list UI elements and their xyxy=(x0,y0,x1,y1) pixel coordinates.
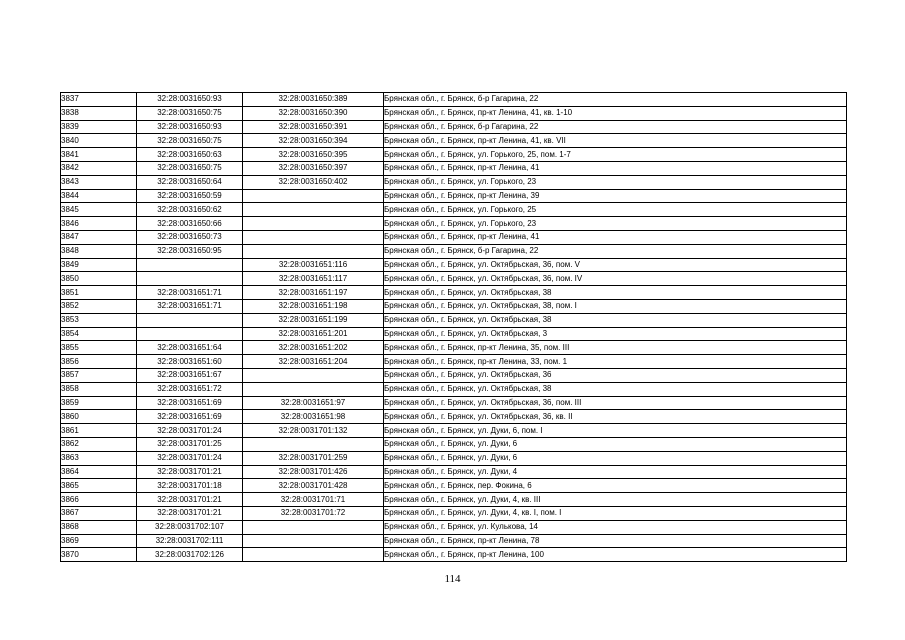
table-row xyxy=(61,272,847,286)
table-row xyxy=(61,161,847,175)
table-row xyxy=(61,534,847,548)
premises-number-cell: 32:28:0031651:117 xyxy=(243,272,384,286)
premises-number-cell: 32:28:0031701:426 xyxy=(243,465,384,479)
address-cell: Брянская обл., г. Брянск, пр-кт Ленина, 33, пом. 1 xyxy=(384,355,847,369)
cadastral-number-cell xyxy=(137,272,243,286)
premises-number-cell: 32:28:0031650:390 xyxy=(243,106,384,120)
cadastral-number-cell: 32:28:0031702:126 xyxy=(137,548,243,562)
premises-number-cell xyxy=(243,534,384,548)
row-number: 3850 xyxy=(61,272,137,286)
cadastral-number-cell xyxy=(137,258,243,272)
row-number: 3864 xyxy=(61,465,137,479)
address-cell: Брянская обл., г. Брянск, ул. Октябрьская, 38 xyxy=(384,286,847,300)
row-number: 3841 xyxy=(61,148,137,162)
address-cell: Брянская обл., г. Брянск, ул. Октябрьская, 3 xyxy=(384,327,847,341)
table-row xyxy=(61,134,847,148)
address-cell: Брянская обл., г. Брянск, б-р Гагарина, 22 xyxy=(384,93,847,107)
cadastral-number-cell: 32:28:0031650:93 xyxy=(137,120,243,134)
cadastral-number-cell: 32:28:0031650:62 xyxy=(137,203,243,217)
row-number: 3870 xyxy=(61,548,137,562)
cadastral-number-cell: 32:28:0031650:75 xyxy=(137,134,243,148)
table-row xyxy=(61,479,847,493)
address-cell: Брянская обл., г. Брянск, пр-кт Ленина, 35, пом. III xyxy=(384,341,847,355)
cadastral-number-cell: 32:28:0031651:60 xyxy=(137,355,243,369)
address-cell: Брянская обл., г. Брянск, пер. Фокина, 6 xyxy=(384,479,847,493)
row-number: 3844 xyxy=(61,189,137,203)
address-cell: Брянская обл., г. Брянск, пр-кт Ленина, 100 xyxy=(384,548,847,562)
cadastral-number-cell: 32:28:0031702:107 xyxy=(137,520,243,534)
premises-number-cell: 32:28:0031651:98 xyxy=(243,410,384,424)
row-number: 3853 xyxy=(61,313,137,327)
table-row xyxy=(61,493,847,507)
cadastral-number-cell: 32:28:0031651:67 xyxy=(137,368,243,382)
address-cell: Брянская обл., г. Брянск, ул. Октябрьская, 38 xyxy=(384,313,847,327)
page-number: 114 xyxy=(444,573,461,585)
table-row xyxy=(61,341,847,355)
row-number: 3868 xyxy=(61,520,137,534)
address-cell: Брянская обл., г. Брянск, ул. Дуки, 4, кв. I, пом. I xyxy=(384,506,847,520)
row-number: 3843 xyxy=(61,175,137,189)
premises-number-cell: 32:28:0031651:197 xyxy=(243,286,384,300)
address-cell: Брянская обл., г. Брянск, б-р Гагарина, 22 xyxy=(384,120,847,134)
table-row xyxy=(61,368,847,382)
premises-number-cell: 32:28:0031651:116 xyxy=(243,258,384,272)
premises-number-cell xyxy=(243,217,384,231)
cadastral-number-cell: 32:28:0031650:59 xyxy=(137,189,243,203)
address-cell: Брянская обл., г. Брянск, ул. Горького, 23 xyxy=(384,175,847,189)
premises-number-cell: 32:28:0031650:389 xyxy=(243,93,384,107)
premises-number-cell: 32:28:0031651:97 xyxy=(243,396,384,410)
cadastral-number-cell: 32:28:0031651:69 xyxy=(137,396,243,410)
premises-number-cell: 32:28:0031651:199 xyxy=(243,313,384,327)
address-cell: Брянская обл., г. Брянск, ул. Октябрьская, 36, кв. II xyxy=(384,410,847,424)
table-row xyxy=(61,258,847,272)
premises-number-cell: 32:28:0031701:71 xyxy=(243,493,384,507)
address-cell: Брянская обл., г. Брянск, ул. Дуки, 6 xyxy=(384,437,847,451)
table-row xyxy=(61,465,847,479)
row-number: 3838 xyxy=(61,106,137,120)
address-cell: Брянская обл., г. Брянск, пр-кт Ленина, 41 xyxy=(384,161,847,175)
address-cell: Брянская обл., г. Брянск, ул. Кулькова, 14 xyxy=(384,520,847,534)
cadastral-number-cell: 32:28:0031702:111 xyxy=(137,534,243,548)
premises-number-cell: 32:28:0031650:394 xyxy=(243,134,384,148)
row-number: 3867 xyxy=(61,506,137,520)
table-row xyxy=(61,286,847,300)
table-row xyxy=(61,424,847,438)
table-row xyxy=(61,203,847,217)
cadastral-number-cell: 32:28:0031650:63 xyxy=(137,148,243,162)
premises-number-cell: 32:28:0031701:428 xyxy=(243,479,384,493)
premises-number-cell xyxy=(243,368,384,382)
premises-number-cell: 32:28:0031650:395 xyxy=(243,148,384,162)
address-cell: Брянская обл., г. Брянск, пр-кт Ленина, 41, кв. 1-10 xyxy=(384,106,847,120)
row-number: 3863 xyxy=(61,451,137,465)
table-row xyxy=(61,313,847,327)
cadastral-number-cell: 32:28:0031701:25 xyxy=(137,437,243,451)
address-cell: Брянская обл., г. Брянск, пр-кт Ленина, 41 xyxy=(384,230,847,244)
address-cell: Брянская обл., г. Брянск, б-р Гагарина, 22 xyxy=(384,244,847,258)
cadastral-number-cell: 32:28:0031651:64 xyxy=(137,341,243,355)
cadastral-table xyxy=(60,92,847,562)
row-number: 3857 xyxy=(61,368,137,382)
cadastral-number-cell xyxy=(137,327,243,341)
address-cell: Брянская обл., г. Брянск, ул. Дуки, 4, кв. III xyxy=(384,493,847,507)
row-number: 3860 xyxy=(61,410,137,424)
table-row xyxy=(61,396,847,410)
address-cell: Брянская обл., г. Брянск, ул. Дуки, 4 xyxy=(384,465,847,479)
row-number: 3848 xyxy=(61,244,137,258)
row-number: 3852 xyxy=(61,299,137,313)
table-row xyxy=(61,299,847,313)
cadastral-number-cell: 32:28:0031650:66 xyxy=(137,217,243,231)
premises-number-cell xyxy=(243,548,384,562)
table-row xyxy=(61,548,847,562)
premises-number-cell xyxy=(243,382,384,396)
address-cell: Брянская обл., г. Брянск, ул. Горького, 25, пом. 1-7 xyxy=(384,148,847,162)
premises-number-cell: 32:28:0031650:402 xyxy=(243,175,384,189)
table-row xyxy=(61,382,847,396)
premises-number-cell xyxy=(243,230,384,244)
cadastral-number-cell: 32:28:0031701:21 xyxy=(137,465,243,479)
premises-number-cell: 32:28:0031701:132 xyxy=(243,424,384,438)
cadastral-number-cell: 32:28:0031651:71 xyxy=(137,299,243,313)
table-row xyxy=(61,189,847,203)
cadastral-number-cell: 32:28:0031651:71 xyxy=(137,286,243,300)
row-number: 3862 xyxy=(61,437,137,451)
address-cell: Брянская обл., г. Брянск, пр-кт Ленина, 39 xyxy=(384,189,847,203)
premises-number-cell: 32:28:0031701:259 xyxy=(243,451,384,465)
table-row xyxy=(61,355,847,369)
premises-number-cell xyxy=(243,203,384,217)
address-cell: Брянская обл., г. Брянск, ул. Октябрьская, 36 xyxy=(384,368,847,382)
row-number: 3840 xyxy=(61,134,137,148)
row-number: 3869 xyxy=(61,534,137,548)
table-body xyxy=(61,93,847,562)
table-row xyxy=(61,230,847,244)
cadastral-number-cell: 32:28:0031701:24 xyxy=(137,424,243,438)
premises-number-cell xyxy=(243,244,384,258)
table-row xyxy=(61,244,847,258)
row-number: 3851 xyxy=(61,286,137,300)
address-cell: Брянская обл., г. Брянск, ул. Октябрьская, 36, пом. V xyxy=(384,258,847,272)
table-row xyxy=(61,148,847,162)
address-cell: Брянская обл., г. Брянск, ул. Дуки, 6 xyxy=(384,451,847,465)
cadastral-number-cell: 32:28:0031650:95 xyxy=(137,244,243,258)
row-number: 3856 xyxy=(61,355,137,369)
row-number: 3847 xyxy=(61,230,137,244)
cadastral-number-cell: 32:28:0031650:64 xyxy=(137,175,243,189)
row-number: 3839 xyxy=(61,120,137,134)
premises-number-cell: 32:28:0031651:204 xyxy=(243,355,384,369)
cadastral-number-cell: 32:28:0031650:73 xyxy=(137,230,243,244)
address-cell: Брянская обл., г. Брянск, ул. Октябрьская, 38 xyxy=(384,382,847,396)
cadastral-number-cell xyxy=(137,313,243,327)
premises-number-cell: 32:28:0031651:201 xyxy=(243,327,384,341)
address-cell: Брянская обл., г. Брянск, пр-кт Ленина, 78 xyxy=(384,534,847,548)
address-cell: Брянская обл., г. Брянск, ул. Горького, 25 xyxy=(384,203,847,217)
table-row xyxy=(61,175,847,189)
address-cell: Брянская обл., г. Брянск, ул. Октябрьская, 36, пом. IV xyxy=(384,272,847,286)
row-number: 3845 xyxy=(61,203,137,217)
premises-number-cell: 32:28:0031651:202 xyxy=(243,341,384,355)
row-number: 3855 xyxy=(61,341,137,355)
row-number: 3849 xyxy=(61,258,137,272)
table-row xyxy=(61,217,847,231)
row-number: 3842 xyxy=(61,161,137,175)
premises-number-cell: 32:28:0031650:391 xyxy=(243,120,384,134)
table-row xyxy=(61,520,847,534)
cadastral-number-cell: 32:28:0031701:18 xyxy=(137,479,243,493)
cadastral-number-cell: 32:28:0031650:75 xyxy=(137,161,243,175)
row-number: 3858 xyxy=(61,382,137,396)
cadastral-number-cell: 32:28:0031650:75 xyxy=(137,106,243,120)
premises-number-cell xyxy=(243,520,384,534)
table-row xyxy=(61,106,847,120)
cadastral-number-cell: 32:28:0031701:21 xyxy=(137,506,243,520)
row-number: 3859 xyxy=(61,396,137,410)
address-cell: Брянская обл., г. Брянск, ул. Дуки, 6, пом. I xyxy=(384,424,847,438)
row-number: 3866 xyxy=(61,493,137,507)
table-row xyxy=(61,327,847,341)
table-row xyxy=(61,437,847,451)
row-number: 3837 xyxy=(61,93,137,107)
cadastral-number-cell: 32:28:0031701:24 xyxy=(137,451,243,465)
premises-number-cell: 32:28:0031701:72 xyxy=(243,506,384,520)
premises-number-cell: 32:28:0031651:198 xyxy=(243,299,384,313)
row-number: 3854 xyxy=(61,327,137,341)
table-row xyxy=(61,451,847,465)
address-cell: Брянская обл., г. Брянск, пр-кт Ленина, 41, кв. VII xyxy=(384,134,847,148)
address-cell: Брянская обл., г. Брянск, ул. Горького, 23 xyxy=(384,217,847,231)
premises-number-cell xyxy=(243,189,384,203)
cadastral-number-cell: 32:28:0031701:21 xyxy=(137,493,243,507)
table-row xyxy=(61,410,847,424)
table-row xyxy=(61,120,847,134)
cadastral-number-cell: 32:28:0031651:69 xyxy=(137,410,243,424)
table-row xyxy=(61,93,847,107)
table-row xyxy=(61,506,847,520)
address-cell: Брянская обл., г. Брянск, ул. Октябрьская, 36, пом. III xyxy=(384,396,847,410)
row-number: 3861 xyxy=(61,424,137,438)
premises-number-cell xyxy=(243,437,384,451)
premises-number-cell: 32:28:0031650:397 xyxy=(243,161,384,175)
row-number: 3865 xyxy=(61,479,137,493)
cadastral-number-cell: 32:28:0031651:72 xyxy=(137,382,243,396)
address-cell: Брянская обл., г. Брянск, ул. Октябрьская, 38, пом. I xyxy=(384,299,847,313)
cadastral-number-cell: 32:28:0031650:93 xyxy=(137,93,243,107)
row-number: 3846 xyxy=(61,217,137,231)
